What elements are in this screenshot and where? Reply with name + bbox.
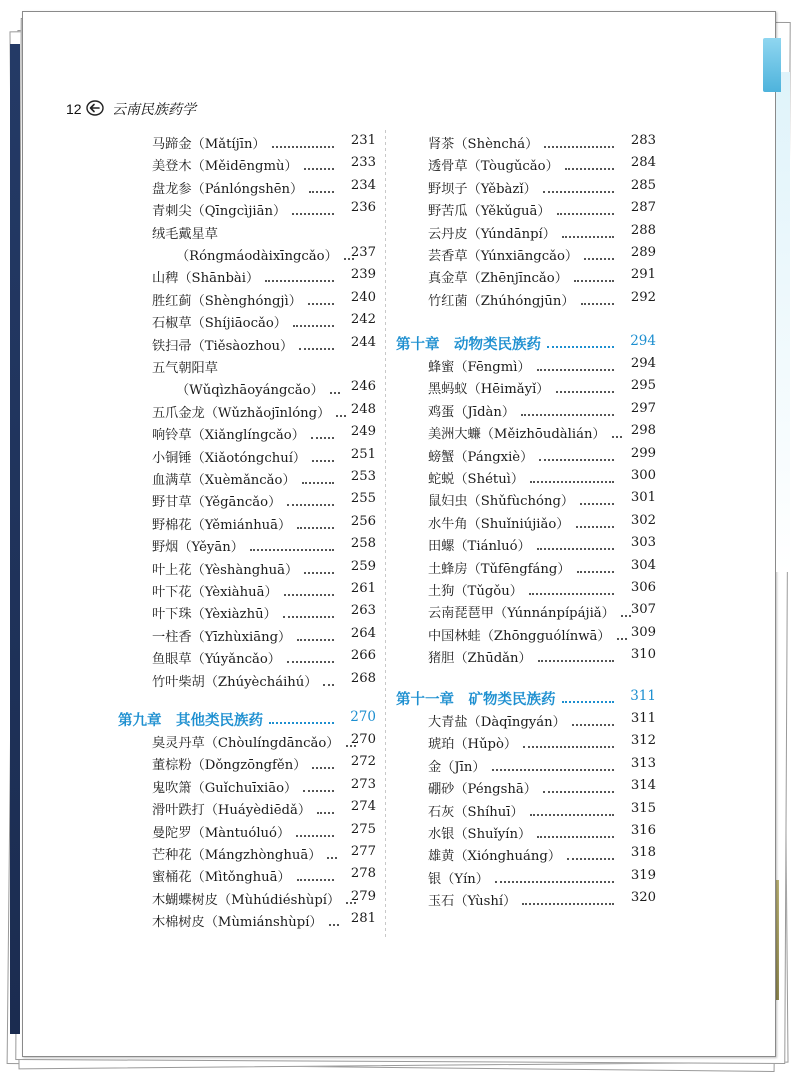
entry-page-number: 288 — [630, 222, 656, 238]
dot-leader — [304, 558, 334, 574]
entry-label: 蛇蜕（Shétuì） — [428, 472, 525, 487]
entry-label: 野棉花（Yěmiánhuā） — [152, 517, 292, 533]
dot-leader — [299, 334, 334, 350]
entry-label: 竹叶柴胡（Zhúyècháihú） — [152, 674, 318, 690]
entry-page-number: 301 — [630, 490, 656, 506]
entry-page-number: 295 — [630, 378, 656, 394]
toc-entry[interactable] — [428, 625, 656, 643]
entry-label: 竹红菌（Zhúhóngjūn） — [428, 293, 575, 309]
entry-label: 云南琵琶甲（Yúnnánpípájiǎ） — [428, 606, 615, 622]
entry-label: 硼砂（Péngshā） — [428, 782, 537, 798]
entry-label: 雄黄（Xiónghuáng） — [428, 849, 562, 865]
entry-page-number: 285 — [630, 177, 656, 193]
dot-leader — [537, 822, 614, 838]
dot-leader — [539, 445, 614, 461]
entry-page-number: 272 — [350, 754, 376, 770]
entry-label: 鱼眼草（Yúyǎncǎo） — [152, 652, 281, 668]
dot-leader — [296, 821, 334, 837]
book-cover-edge — [10, 44, 20, 1034]
entry-page-number: 318 — [630, 845, 656, 861]
entry-label: 云丹皮（Yúndānpí） — [428, 226, 556, 242]
dot-leader — [537, 355, 614, 371]
entry-page-number: 316 — [630, 823, 656, 838]
entry-label: 黑蚂蚁（Hēimǎyǐ） — [428, 382, 550, 398]
dot-leader — [302, 468, 334, 484]
toc-entry[interactable] — [152, 777, 376, 795]
dot-leader — [521, 400, 614, 416]
chapter-heading[interactable] — [118, 709, 376, 727]
dot-leader — [269, 708, 334, 724]
dot-leader — [522, 889, 614, 905]
entry-label: 滑叶跌打（Huáyèdiēdǎ） — [152, 803, 312, 819]
toc-entry[interactable] — [428, 290, 656, 308]
toc-entry[interactable] — [428, 580, 656, 598]
dot-leader — [492, 755, 614, 771]
entry-label: 水牛角（Shuǐniújiǎo） — [428, 516, 570, 532]
toc-entry[interactable] — [152, 603, 376, 621]
dot-leader — [576, 512, 614, 528]
entry-page-number: 266 — [350, 648, 376, 664]
entry-label: 蜂蜜（Fēngmì） — [428, 360, 531, 375]
entry-page-number: 287 — [630, 200, 656, 216]
entry-page-number: 300 — [630, 468, 656, 483]
toc-entry[interactable] — [428, 200, 656, 218]
entry-page-number: 268 — [350, 670, 376, 686]
entry-page-number: 277 — [350, 844, 376, 859]
entry-page-number: 292 — [630, 289, 656, 305]
dot-leader — [283, 602, 334, 618]
dot-leader — [317, 798, 334, 814]
toc-entry[interactable] — [428, 823, 656, 841]
entry-page-number: 234 — [350, 177, 376, 193]
toc-entry[interactable] — [152, 335, 376, 353]
entry-label: 五气朝阳草 — [152, 361, 218, 376]
dot-leader — [495, 867, 614, 883]
dot-leader — [297, 865, 334, 881]
entry-page-number: 298 — [630, 423, 656, 439]
entry-label: 五爪金龙（Wǔzhǎojīnlóng） — [152, 405, 331, 421]
entry-page-number: 312 — [630, 733, 656, 749]
toc-entry[interactable] — [152, 671, 376, 689]
toc-entry[interactable] — [428, 356, 656, 374]
dot-leader — [577, 557, 614, 573]
entry-label: 胜红蓟（Shènghóngjì） — [152, 293, 302, 309]
toc-entry[interactable] — [152, 133, 376, 151]
entry-label: 大青盐（Dàqīngyán） — [428, 715, 566, 730]
toc-entry[interactable] — [428, 223, 656, 241]
toc-entry[interactable] — [152, 581, 376, 599]
entry-page-number: 253 — [350, 469, 376, 484]
entry-page-number: 299 — [630, 445, 656, 461]
entry-label: 野坝子（Yěbàzǐ） — [428, 181, 537, 197]
chapter-tab-marker — [763, 38, 781, 92]
toc-entry[interactable] — [152, 799, 376, 817]
dot-leader — [544, 132, 614, 148]
toc-entry[interactable] — [152, 290, 376, 308]
dot-leader — [530, 467, 614, 483]
dot-leader — [581, 289, 614, 305]
dot-leader — [580, 489, 614, 505]
page-side-gradient — [776, 72, 790, 572]
toc-entry[interactable] — [428, 558, 656, 576]
toc-entry[interactable] — [428, 711, 656, 729]
toc-entry[interactable] — [428, 267, 656, 285]
entry-page-number: 306 — [630, 580, 656, 595]
entry-label: 玉石（Yùshí） — [428, 894, 517, 910]
chapter-title: 第九章 其他类民族药 — [118, 712, 263, 729]
entry-label: 曼陀罗（Màntuóluó） — [152, 825, 291, 841]
dot-leader — [312, 446, 334, 462]
entry-label: 透骨草（Tòugǔcǎo） — [428, 159, 559, 175]
entry-label: 青刺尖（Qīngcìjiān） — [152, 204, 287, 220]
entry-label: 盘龙参（Pánlóngshēn） — [152, 181, 304, 197]
toc-entry[interactable] — [152, 245, 376, 263]
entry-label: 石灰（Shíhuī） — [428, 804, 524, 820]
entry-page-number: 256 — [350, 513, 376, 529]
entry-label: 董棕粉（Dǒngzōngfěn） — [152, 758, 307, 774]
circle-arrow-left-icon — [86, 100, 104, 116]
entry-label: 芸香草（Yúnxiāngcǎo） — [428, 249, 579, 264]
dot-leader — [311, 423, 334, 439]
entry-label: 绒毛戴星草 — [152, 226, 218, 242]
toc-entry[interactable] — [152, 491, 376, 509]
entry-page-number: 309 — [630, 624, 656, 640]
chapter-heading[interactable] — [396, 688, 656, 706]
entry-label: 芒种花（Mángzhònghuā） — [152, 848, 322, 863]
toc-entry[interactable] — [152, 844, 376, 862]
entry-page-number: 263 — [350, 603, 376, 619]
entry-label: 马蹄金（Mǎtíjīn） — [152, 137, 266, 152]
entry-page-number: 304 — [630, 557, 656, 573]
entry-label: 叶下珠（Yèxiàzhū） — [152, 607, 277, 623]
dot-leader — [567, 844, 614, 860]
toc-entry[interactable] — [428, 378, 656, 396]
entry-label: 小铜锤（Xiǎotóngchuí） — [152, 450, 307, 466]
entry-label: 田螺（Tiánluó） — [428, 539, 531, 555]
entry-page-number: 236 — [350, 200, 376, 216]
entry-page-number: 311 — [630, 711, 656, 726]
entry-page-number: 244 — [350, 334, 376, 350]
entry-page-number: 314 — [630, 778, 656, 794]
entry-page-number: 242 — [350, 312, 376, 328]
toc-entry[interactable] — [152, 223, 376, 241]
entry-page-number: 283 — [630, 133, 656, 148]
entry-page-number: 233 — [350, 155, 376, 171]
entry-label: 猪胆（Zhūdǎn） — [428, 651, 532, 667]
entry-label: 石椒草（Shíjiāocǎo） — [152, 316, 287, 332]
entry-label: 美洲大蠊（Měizhōudàlián） — [428, 427, 606, 443]
toc-entry[interactable] — [152, 200, 376, 218]
dot-leader — [297, 625, 334, 641]
entry-page-number: 307 — [630, 602, 656, 618]
dot-leader — [304, 154, 334, 170]
toc-entry[interactable] — [428, 602, 656, 620]
dot-leader — [272, 132, 334, 148]
dot-leader — [523, 732, 614, 748]
entry-page-number: 258 — [350, 536, 376, 552]
toc-entry[interactable] — [152, 424, 376, 442]
toc-entry[interactable] — [428, 446, 656, 464]
entry-page-number: 289 — [630, 245, 656, 260]
entry-page-number: 303 — [630, 535, 656, 551]
entry-label: 木棉树皮（Mùmiánshùpí） — [152, 915, 323, 931]
toc-entry[interactable] — [152, 911, 376, 929]
entry-page-number: 259 — [350, 558, 376, 574]
entry-page-number: 237 — [350, 245, 376, 260]
dot-leader — [547, 332, 614, 348]
dot-leader — [330, 378, 340, 394]
entry-label: 真金草（Zhēnjīncǎo） — [428, 271, 568, 287]
toc-entry[interactable] — [152, 754, 376, 772]
dot-leader — [565, 154, 614, 170]
entry-page-number: 240 — [350, 289, 376, 305]
toc-entry[interactable] — [152, 402, 376, 420]
toc-entry[interactable] — [428, 756, 656, 774]
page-number: 12 — [66, 101, 82, 117]
toc-entry[interactable] — [152, 357, 376, 375]
toc-entry[interactable] — [428, 845, 656, 863]
dot-leader — [543, 777, 614, 793]
toc-entry[interactable] — [428, 778, 656, 796]
entry-page-number: 294 — [630, 356, 656, 371]
entry-label: 野苦瓜（Yěkǔguā） — [428, 204, 551, 220]
toc-entry[interactable] — [152, 732, 376, 750]
toc-entry[interactable] — [152, 514, 376, 532]
entry-page-number: 310 — [630, 647, 656, 663]
book-title: 云南民族药学 — [112, 102, 196, 118]
entry-page-number: 248 — [350, 401, 376, 417]
dot-leader — [556, 377, 614, 393]
entry-label: 木蝴蝶树皮（Mùhúdiéshùpí） — [152, 892, 341, 908]
entry-label: 美登木（Měidēngmù） — [152, 159, 298, 175]
entry-label: （Róngmáodàixīngcǎo） — [176, 249, 338, 264]
toc-entry[interactable] — [428, 468, 656, 486]
toc-entry[interactable] — [152, 379, 376, 397]
dot-leader — [327, 843, 337, 859]
entry-label: 一柱香（Yīzhùxiāng） — [152, 629, 292, 645]
chapter-heading[interactable] — [396, 333, 656, 351]
entry-label: 肾茶（Shènchá） — [428, 137, 539, 152]
toc-entry[interactable] — [428, 178, 656, 196]
column-divider — [385, 130, 386, 940]
toc-entry[interactable] — [152, 889, 376, 907]
dot-leader — [297, 513, 334, 529]
entry-page-number: 270 — [350, 732, 376, 747]
dot-leader — [265, 266, 334, 282]
dot-leader — [574, 266, 614, 282]
toc-entry[interactable] — [152, 866, 376, 884]
book-page — [22, 11, 776, 1057]
dot-leader — [309, 177, 334, 193]
dot-leader — [323, 670, 334, 686]
entry-page-number: 251 — [350, 446, 376, 462]
entry-label: 水银（Shuǐyín） — [428, 827, 532, 842]
toc-entry[interactable] — [428, 155, 656, 173]
entry-label: 野烟（Yěyān） — [152, 540, 244, 556]
entry-label: 山稗（Shānbài） — [152, 271, 260, 287]
entry-label: 土狗（Tǔgǒu） — [428, 584, 523, 599]
toc-entry[interactable] — [152, 822, 376, 840]
entry-label: 鬼吹箫（Guǐchuīxiāo） — [152, 780, 298, 796]
toc-entry[interactable] — [152, 469, 376, 487]
dot-leader — [250, 535, 334, 551]
entry-label: 响铃草（Xiǎnglíngcǎo） — [152, 428, 305, 444]
dot-leader — [312, 753, 334, 769]
toc-entry[interactable] — [152, 155, 376, 173]
dot-leader — [562, 222, 614, 238]
entry-label: 血满草（Xuèmǎncǎo） — [152, 473, 296, 488]
entry-label: 蜜桶花（Mìtǒnghuā） — [152, 870, 291, 886]
entry-page-number: 284 — [630, 155, 656, 171]
entry-page-number: 249 — [350, 424, 376, 440]
toc-entry[interactable] — [428, 535, 656, 553]
toc-entry[interactable] — [428, 801, 656, 819]
toc-entry[interactable] — [428, 647, 656, 665]
entry-label: 金（Jīn） — [428, 759, 486, 775]
entry-page-number: 261 — [350, 581, 376, 596]
entry-page-number: 302 — [630, 512, 656, 528]
entry-label: 中国林蛙（Zhōngguólínwā） — [428, 628, 611, 644]
entry-page-number: 319 — [630, 867, 656, 883]
dot-leader — [292, 199, 334, 215]
toc-entry[interactable] — [152, 648, 376, 666]
toc-entry[interactable] — [428, 423, 656, 441]
entry-page-number: 281 — [350, 911, 376, 927]
entry-page-number: 270 — [350, 709, 376, 725]
dot-leader — [543, 177, 614, 193]
entry-page-number: 311 — [630, 688, 656, 704]
toc-entry[interactable] — [428, 245, 656, 263]
chapter-title: 第十章 动物类民族药 — [396, 336, 541, 353]
dot-leader — [537, 534, 614, 550]
entry-label: 叶下花（Yèxiàhuā） — [152, 585, 278, 600]
entry-page-number: 273 — [350, 776, 376, 792]
dot-leader — [538, 646, 614, 662]
dot-leader — [329, 910, 339, 926]
dot-leader — [284, 580, 334, 596]
toc-entry[interactable] — [428, 401, 656, 419]
toc-entry[interactable] — [152, 559, 376, 577]
entry-label: 铁扫帚（Tiěsàozhou） — [152, 338, 294, 354]
entry-page-number: 274 — [350, 799, 376, 815]
dot-leader — [584, 244, 614, 260]
dot-leader — [557, 199, 614, 215]
entry-page-number: 278 — [350, 866, 376, 882]
entry-page-number: 294 — [630, 333, 656, 349]
entry-page-number: 231 — [350, 133, 376, 148]
entry-label: 臭灵丹草（Chòulíngdāncǎo） — [152, 736, 340, 751]
entry-page-number: 320 — [630, 890, 656, 906]
entry-page-number: 279 — [350, 888, 376, 904]
chapter-title: 第十一章 矿物类民族药 — [396, 691, 556, 708]
entry-page-number: 315 — [630, 800, 656, 816]
entry-label: 野甘草（Yěgāncǎo） — [152, 495, 282, 511]
toc-entry[interactable] — [152, 447, 376, 465]
toc-entry[interactable] — [428, 890, 656, 908]
toc-entry[interactable] — [428, 513, 656, 531]
dot-leader — [308, 289, 334, 305]
entry-label: 银（Yín） — [428, 871, 489, 887]
entry-label: 土蜂房（Tǔfēngfáng） — [428, 561, 571, 577]
dot-leader — [303, 776, 334, 792]
toc-entry[interactable] — [428, 733, 656, 751]
toc-entry[interactable] — [152, 267, 376, 285]
entry-page-number: 275 — [350, 821, 376, 837]
toc-entry[interactable] — [152, 626, 376, 644]
dot-leader — [530, 800, 614, 816]
entry-page-number: 255 — [350, 491, 376, 507]
toc-entry[interactable] — [152, 178, 376, 196]
entry-page-number: 291 — [630, 267, 656, 283]
entry-label: 鼠妇虫（Shǔfùchóng） — [428, 494, 575, 510]
entry-label: 叶上花（Yèshànghuā） — [152, 562, 299, 578]
dot-leader — [293, 311, 334, 327]
toc-entry[interactable] — [152, 312, 376, 330]
entry-page-number: 297 — [630, 400, 656, 416]
entry-label: 鸡蛋（Jīdàn） — [428, 404, 516, 420]
toc-entry[interactable] — [428, 868, 656, 886]
dot-leader — [529, 579, 614, 595]
dot-leader — [287, 647, 334, 663]
entry-page-number: 246 — [350, 379, 376, 395]
dot-leader — [572, 710, 614, 726]
entry-page-number: 313 — [630, 755, 656, 771]
entry-label: 琥珀（Hǔpò） — [428, 737, 518, 753]
toc-entry[interactable] — [428, 133, 656, 151]
dot-leader — [562, 687, 614, 703]
entry-page-number: 264 — [350, 625, 376, 641]
toc-entry[interactable] — [428, 490, 656, 508]
entry-label: （Wǔqìzhāoyángcǎo） — [176, 383, 324, 399]
entry-label: 螃蟹（Pángxiè） — [428, 449, 534, 465]
dot-leader — [287, 490, 334, 506]
entry-page-number: 239 — [350, 267, 376, 283]
toc-entry[interactable] — [152, 536, 376, 554]
